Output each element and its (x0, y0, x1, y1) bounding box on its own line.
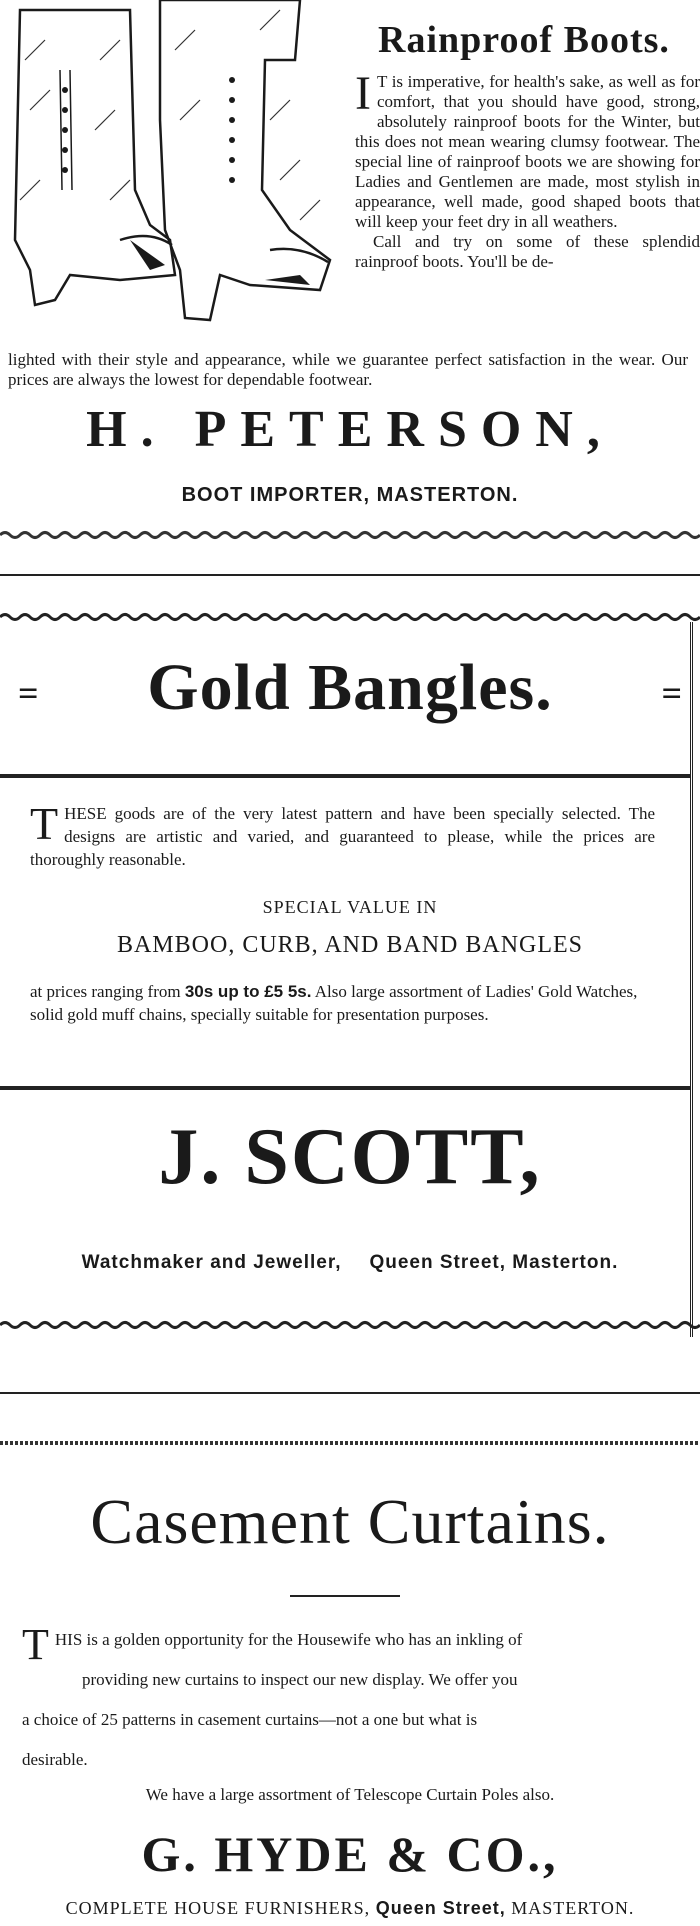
drop-cap: I (355, 67, 371, 120)
prices-pre: at prices ranging from (30, 982, 185, 1001)
merchant-name: J. SCOTT, (158, 1113, 542, 1201)
divider (0, 1392, 700, 1394)
merchant-trade: Watchmaker and Jeweller, (81, 1252, 342, 1273)
addr-street: Queen Street, (375, 1898, 506, 1918)
merchant-address: BOOT IMPORTER, MASTERTON. (181, 484, 519, 506)
drop-cap: T (30, 798, 59, 849)
merchant-address (0, 1252, 700, 1274)
ad-heading (0, 650, 700, 726)
merchant-name: H. PETERSON, (86, 401, 614, 458)
prices-post: Also large assortment of Ladies' Gold Watches, solid gold muff chains, specially suitable for presentation purposes. (30, 982, 638, 1024)
body-line-1: HIS is a golden opportunity for the Housewife who has an inkling of (54, 1630, 523, 1649)
prices-text (30, 980, 655, 1026)
prices-range: 30s up to £5 5s. (184, 982, 312, 1001)
divider (0, 574, 700, 576)
special-heading: SPECIAL VALUE IN (262, 897, 438, 917)
merchant-address (0, 1898, 700, 1919)
boots-illustration (0, 0, 340, 330)
gold-bangles-ad (0, 612, 700, 1352)
body-line-2: providing new curtains to inspect our new display. We offer you (82, 1670, 518, 1689)
body-line-3: a choice of 25 patterns in casement curtains—not a one but what is (22, 1710, 478, 1729)
casement-curtains-ad (0, 1440, 700, 1926)
ad-title: Casement Curtains. (90, 1486, 610, 1557)
divider (0, 1086, 690, 1090)
ad-body (30, 798, 655, 871)
rope-border (0, 1440, 700, 1446)
addr-post: MASTERTON. (505, 1898, 635, 1918)
ad-title: Rainproof Boots. (378, 19, 670, 61)
drop-cap: T (22, 1620, 49, 1669)
body-text: T is imperative, for health's sake, as well as for comfort, that you should have good, strong, absolutely rainproof boots for the Winter, but this does not mean wearing clumsy footwear. The special line of rainproof boots we are showing for Ladies and Gentlemen are made, most stylish in appearance, well made, good shaped boots that will keep your feet dry in all weathers. (355, 72, 700, 231)
rope-border (0, 612, 700, 622)
ornament-left: = (18, 673, 39, 713)
merchant-street: Queen Street, Masterton. (369, 1252, 619, 1273)
body-continuation: lighted with their style and appearance, while we guarantee perfect satisfaction in the wear. Our prices are always the lowest for dependable footwear. (8, 350, 688, 389)
bangle-types: BAMBOO, CURB, AND BAND BANGLES (116, 932, 584, 958)
also-text: We have a large assortment of Telescope Curtain Poles also. (145, 1785, 555, 1804)
ornament-right: = (661, 673, 682, 713)
rainproof-boots-ad (0, 0, 700, 560)
rope-border (0, 1320, 700, 1330)
body-text: HESE goods are of the very latest pattern and have been specially selected. The designs are artistic and varied, and guaranteed to please, while the prices are thoroughly reasonable. (30, 804, 655, 869)
body-text-2: Call and try on some of these splendid rainproof boots. You'll be de- (355, 232, 700, 271)
ad-body (22, 1620, 662, 1780)
rope-border (0, 530, 700, 540)
body-line-4: desirable. (22, 1750, 88, 1769)
merchant-name: G. HYDE & CO., (141, 1826, 559, 1882)
ad-body (355, 67, 700, 272)
addr-pre: COMPLETE HOUSE FURNISHERS, (65, 1898, 376, 1918)
short-rule (290, 1595, 400, 1597)
ad-title: Gold Bangles. (147, 651, 553, 724)
divider (0, 774, 690, 778)
